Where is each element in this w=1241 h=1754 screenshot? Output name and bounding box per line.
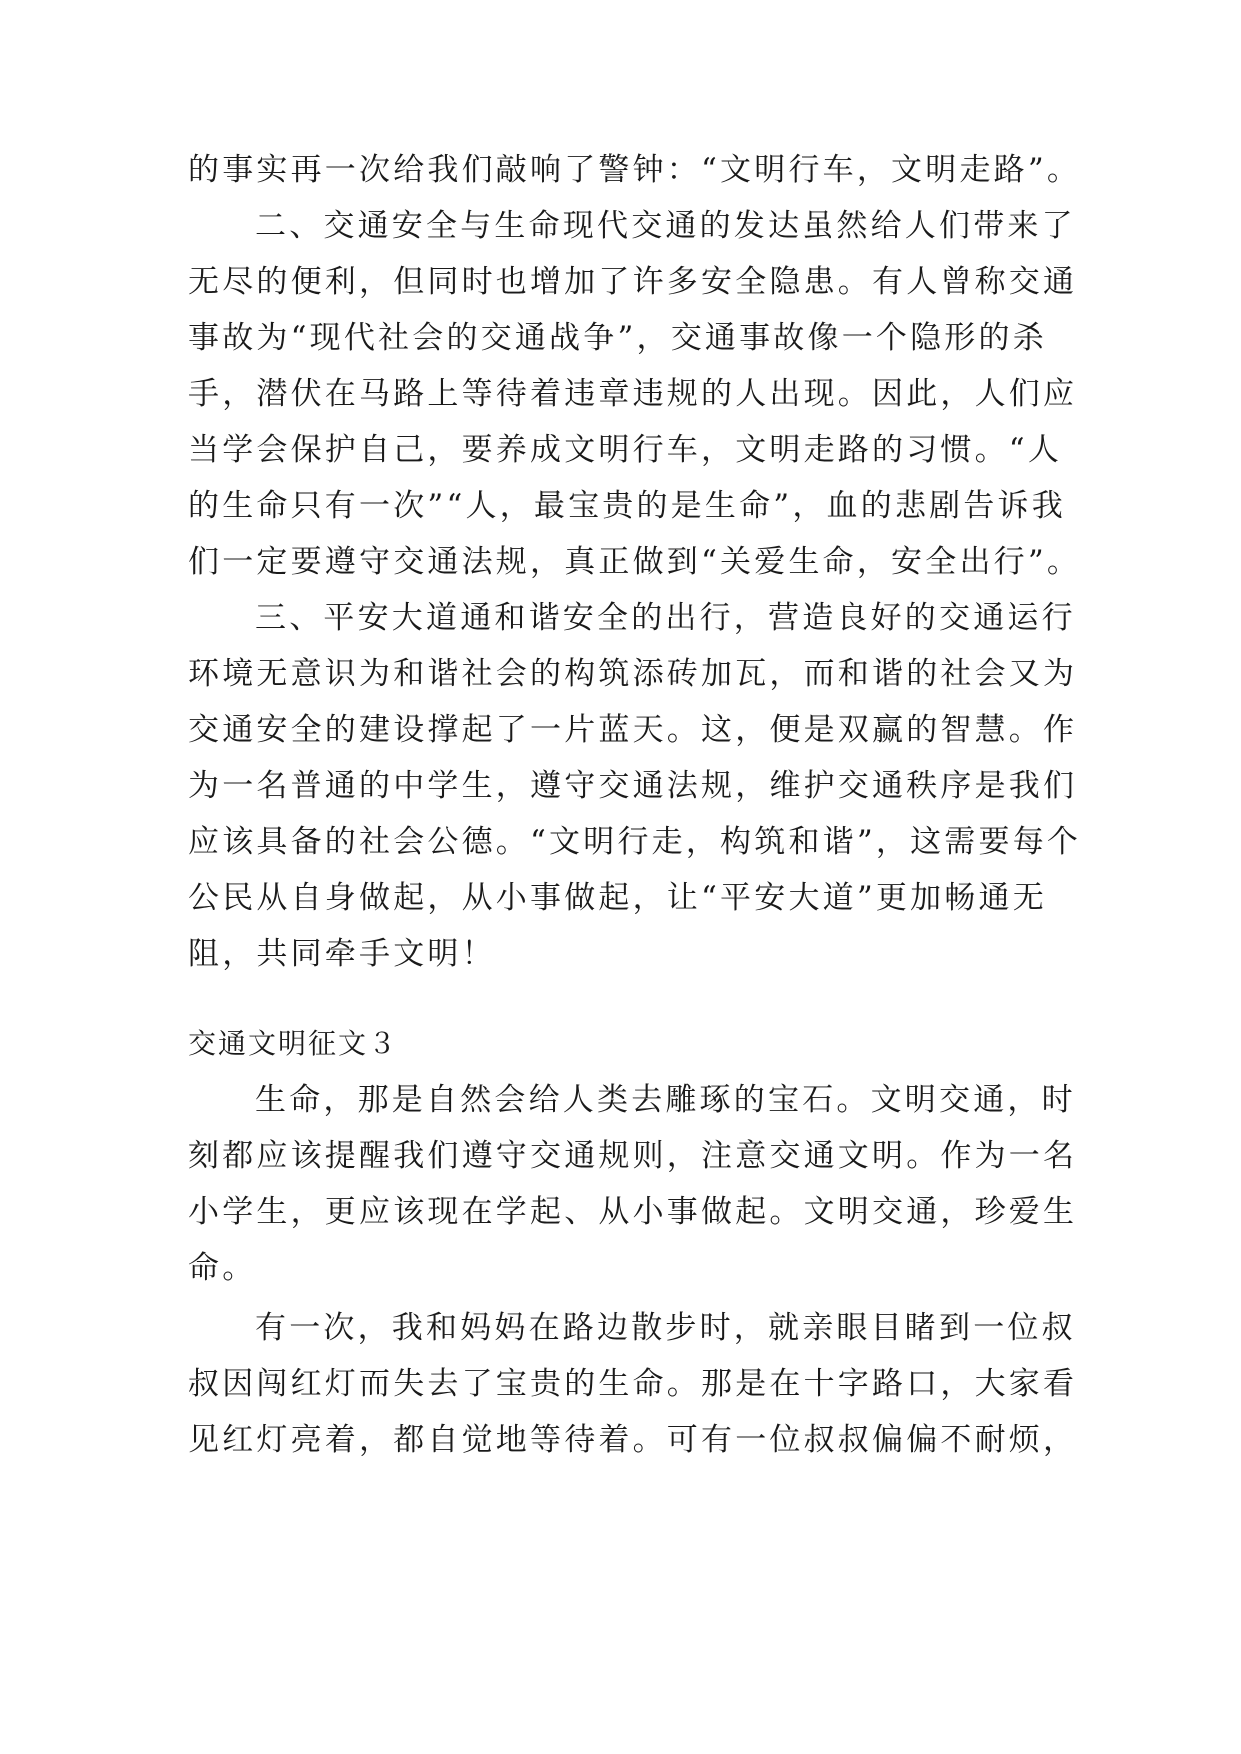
paragraph-line: 当学会保护自己，要养成文明行车，文明走路的习惯。“人 xyxy=(188,432,1063,468)
paragraph-line: 事故为“现代社会的交通战争”，交通事故像一个隐形的杀 xyxy=(188,320,1047,356)
paragraph-line: 刻都应该提醒我们遵守交通规则，注意交通文明。作为一名 xyxy=(188,1138,1078,1174)
paragraph-line: 交通安全的建设撑起了一片蓝天。这，便是双赢的智慧。作 xyxy=(188,712,1078,748)
paragraph-line: 三、平安大道通和谐安全的出行，营造良好的交通运行 xyxy=(255,600,1076,636)
paragraph-line: 叔因闯红灯而失去了宝贵的生命。那是在十字路口，大家看 xyxy=(188,1366,1078,1402)
paragraph-line: 的生命只有一次”“人，最宝贵的是生命”，血的悲剧告诉我 xyxy=(188,488,1066,524)
paragraph-line: 们一定要遵守交通法规，真正做到“关爱生命，安全出行”。 xyxy=(188,544,1082,580)
paragraph-line: 应该具备的社会公德。“文明行走，构筑和谐”，这需要每个 xyxy=(188,824,1082,860)
paragraph-line: 见红灯亮着，都自觉地等待着。可有一位叔叔偏偏不耐烦， xyxy=(188,1422,1078,1458)
paragraph-line: 公民从自身做起，从小事做起，让“平安大道”更加畅通无 xyxy=(188,880,1047,916)
paragraph-line: 生命，那是自然会给人类去雕琢的宝石。文明交通，时 xyxy=(255,1082,1076,1118)
paragraph-line: 二、交通安全与生命现代交通的发达虽然给人们带来了 xyxy=(255,208,1076,244)
paragraph-line: 小学生，更应该现在学起、从小事做起。文明交通，珍爱生 xyxy=(188,1194,1078,1230)
paragraph-line: 阻，共同牵手文明！ xyxy=(188,936,496,972)
paragraph-line: 环境无意识为和谐社会的构筑添砖加瓦，而和谐的社会又为 xyxy=(188,656,1078,692)
paragraph-line: 命。 xyxy=(188,1250,257,1286)
paragraph-line: 的事实再一次给我们敲响了警钟：“文明行车，文明走路”。 xyxy=(188,152,1082,188)
paragraph-line: 有一次，我和妈妈在路边散步时，就亲眼目睹到一位叔 xyxy=(255,1310,1076,1346)
section-heading: 交通文明征文３ xyxy=(188,1027,399,1060)
paragraph-line: 无尽的便利，但同时也增加了许多安全隐患。有人曾称交通 xyxy=(188,264,1078,300)
paragraph-line: 为一名普通的中学生，遵守交通法规，维护交通秩序是我们 xyxy=(188,768,1078,804)
paragraph-line: 手，潜伏在马路上等待着违章违规的人出现。因此，人们应 xyxy=(188,376,1078,412)
